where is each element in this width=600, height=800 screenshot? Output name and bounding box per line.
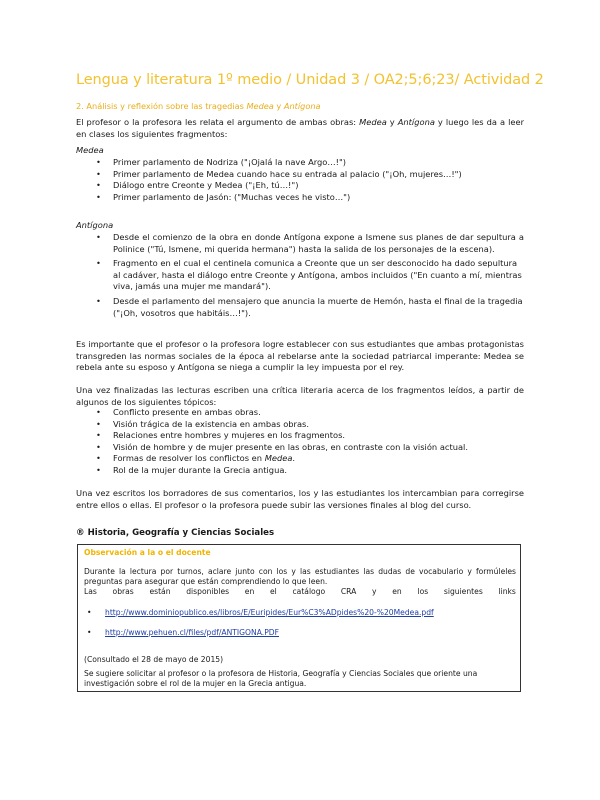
intro-work-medea: Medea bbox=[359, 117, 387, 127]
word: los bbox=[417, 587, 429, 596]
list-item bbox=[76, 180, 524, 192]
intro-work-antigona: Antígona bbox=[397, 117, 435, 127]
section-header-historia: ® Historia, Geografía y Ciencias Sociales bbox=[76, 528, 275, 538]
bullet-icon: • bbox=[96, 407, 101, 417]
link-antigona-pdf[interactable]: http://www.pehuen.cl/files/pdf/ANTIGONA.PDF bbox=[105, 628, 279, 637]
bullet-icon: • bbox=[96, 418, 101, 429]
bullet-icon: • bbox=[96, 157, 101, 167]
importance-paragraph: Es importante que el profesor o la profesora logre establecer con sus estudiantes que ambas protagonistas transgreden las normas sociales de la época al rebelarse ante la sociedad patriarcal imperante: Medea se rebela ante su esposo y Antígona se niega a cumplir la ley impuesta por el rey. bbox=[76, 339, 524, 373]
list-item bbox=[76, 157, 524, 169]
subtitle-work-antigona: Antígona bbox=[283, 101, 321, 111]
bullet-icon: • bbox=[96, 168, 101, 179]
bullet-icon: • bbox=[96, 430, 101, 441]
subtitle-text: 2. Análisis y reflexión sobre las tragedias bbox=[76, 101, 247, 111]
word: CRA bbox=[340, 587, 357, 596]
closing-paragraph: Una vez escritos los borradores de sus comentarios, los y las estudiantes los intercambian para corregirse entre ellos o ellas. El profesor o la profesora puede subir las versiones finales al blog del curso. bbox=[76, 488, 524, 510]
word: obras bbox=[112, 587, 134, 596]
list-item-text: Primer parlamento de Medea cuando hace su entrada al palacio ("¡Oh, mujeres…!") bbox=[113, 168, 462, 179]
topics-list bbox=[76, 407, 524, 477]
list-item bbox=[76, 192, 524, 204]
medea-fragment-list bbox=[76, 157, 524, 203]
word: links bbox=[498, 587, 516, 596]
list-item bbox=[76, 419, 524, 431]
observation-title: Observación a la o el docente bbox=[84, 548, 211, 557]
bullet-icon: • bbox=[96, 295, 101, 306]
list-item-text: Relaciones entre hombres y mujeres en los fragmentos. bbox=[113, 430, 346, 441]
bullet-icon: • bbox=[96, 441, 101, 452]
list-item bbox=[76, 442, 524, 454]
list-item-text: Diálogo entre Creonte y Medea ("¡Eh, tú…!") bbox=[113, 180, 299, 191]
subtitle-and: y bbox=[273, 101, 284, 111]
list-item-text: Primer parlamento de Nodriza ("¡Ojalá la nave Argo…!") bbox=[113, 157, 347, 167]
bullet-icon: • bbox=[96, 258, 101, 269]
word: y bbox=[372, 587, 377, 596]
intro-text-1: El profesor o la profesora les relata el argumento de ambas obras: bbox=[76, 117, 360, 127]
observation-links-intro bbox=[84, 587, 516, 597]
list-item-text: Rol de la mujer durante la Grecia antigua. bbox=[113, 464, 288, 475]
list-item-text: Primer parlamento de Jasón: ("Muchas veces he visto…") bbox=[113, 191, 351, 202]
topic-end: . bbox=[292, 453, 296, 464]
link-medea-pdf[interactable]: http://www.dominiopublico.es/libros/E/Euripides/Eur%C3%ADpides%20-%20Medea.pdf bbox=[105, 608, 434, 617]
list-item bbox=[76, 258, 524, 293]
intro-and: y bbox=[386, 117, 398, 127]
list-item-text: Visión de hombre y de mujer presente en las obras, en contraste con la visión actual. bbox=[113, 441, 469, 452]
bullet-icon: • bbox=[96, 453, 101, 464]
resource-links bbox=[84, 608, 434, 648]
intro-text-2: y luego les da a leer en clases los siguientes fragmentos: bbox=[76, 117, 525, 139]
observation-suggestion: Se sugiere solicitar al profesor o la profesora de Historia, Geografía y Ciencias Sociales que oriente una investigación sobre el rol de la mujer en la Grecia antigua. bbox=[84, 669, 478, 689]
bullet-icon: • bbox=[96, 232, 101, 242]
list-item-text: Fragmento en el cual el centinela comunica a Creonte que un ser desconocido ha dado sepultura al cadáver, hasta el diálogo entre Creonte y Antígona, ambos incluidos ("En cuanto a mí, mientras viva, jamás una mujer me mandará"). bbox=[113, 258, 522, 292]
link-item bbox=[84, 628, 434, 648]
critique-paragraph: Una vez finalizadas las lecturas escriben una crítica literaria acerca de los fragmentos leídos, a partir de algunos de los siguientes tópicos: bbox=[76, 385, 524, 407]
word: catálogo bbox=[292, 587, 326, 596]
list-item-text: Desde el parlamento del mensajero que anuncia la muerte de Hemón, hasta el final de la tragedia ("¡Oh, vosotros que habitáis…!"). bbox=[113, 295, 523, 318]
list-item bbox=[76, 296, 524, 319]
word: en bbox=[392, 587, 402, 596]
word: siguientes bbox=[443, 587, 483, 596]
antigona-label: Antígona bbox=[76, 220, 114, 230]
bullet-icon: • bbox=[96, 464, 101, 475]
link-item bbox=[84, 608, 434, 628]
activity-subtitle bbox=[76, 101, 321, 111]
list-item bbox=[76, 465, 524, 477]
list-item-text: Conflicto presente en ambas obras. bbox=[113, 407, 261, 417]
page-title: Lengua y literatura 1º medio / Unidad 3 / OA2;5;6;23/ Actividad 2 bbox=[76, 72, 544, 88]
word: están bbox=[149, 587, 171, 596]
consulted-date: (Consultado el 28 de mayo de 2015) bbox=[84, 655, 224, 664]
word: en bbox=[244, 587, 255, 596]
bullet-icon: • bbox=[87, 628, 92, 637]
word: Las bbox=[84, 587, 97, 596]
bullet-icon: • bbox=[96, 191, 101, 202]
teacher-observation-box bbox=[77, 544, 521, 692]
antigona-fragment-list bbox=[76, 232, 524, 322]
topic-work-medea: Medea bbox=[264, 453, 293, 464]
word: el bbox=[269, 587, 277, 596]
observation-text: Durante la lectura por turnos, aclare junto con los y las estudiantes las dudas de vocabulario y formúleles preguntas para asegurar que están comprendiendo lo que leen. bbox=[84, 567, 516, 587]
medea-label: Medea bbox=[76, 145, 104, 155]
list-item bbox=[76, 232, 524, 255]
word: disponibles bbox=[186, 587, 230, 596]
bullet-icon: • bbox=[87, 608, 92, 617]
intro-paragraph bbox=[76, 117, 524, 140]
list-item bbox=[76, 430, 524, 442]
list-item-text: Formas de resolver los conflictos en bbox=[113, 453, 265, 464]
list-item-text: Desde el comienzo de la obra en donde Antígona expone a Ismene sus planes de dar sepultura a Polinice ("Tú, Ismene, mi querida hermana") hasta la salida de los personajes de la escena). bbox=[113, 232, 524, 254]
subtitle-work-medea: Medea bbox=[246, 101, 274, 111]
bullet-icon: • bbox=[96, 180, 101, 191]
list-item-text: Visión trágica de la existencia en ambas obras. bbox=[113, 418, 310, 429]
list-item bbox=[76, 407, 524, 419]
list-item bbox=[76, 169, 524, 181]
list-item bbox=[76, 453, 524, 465]
